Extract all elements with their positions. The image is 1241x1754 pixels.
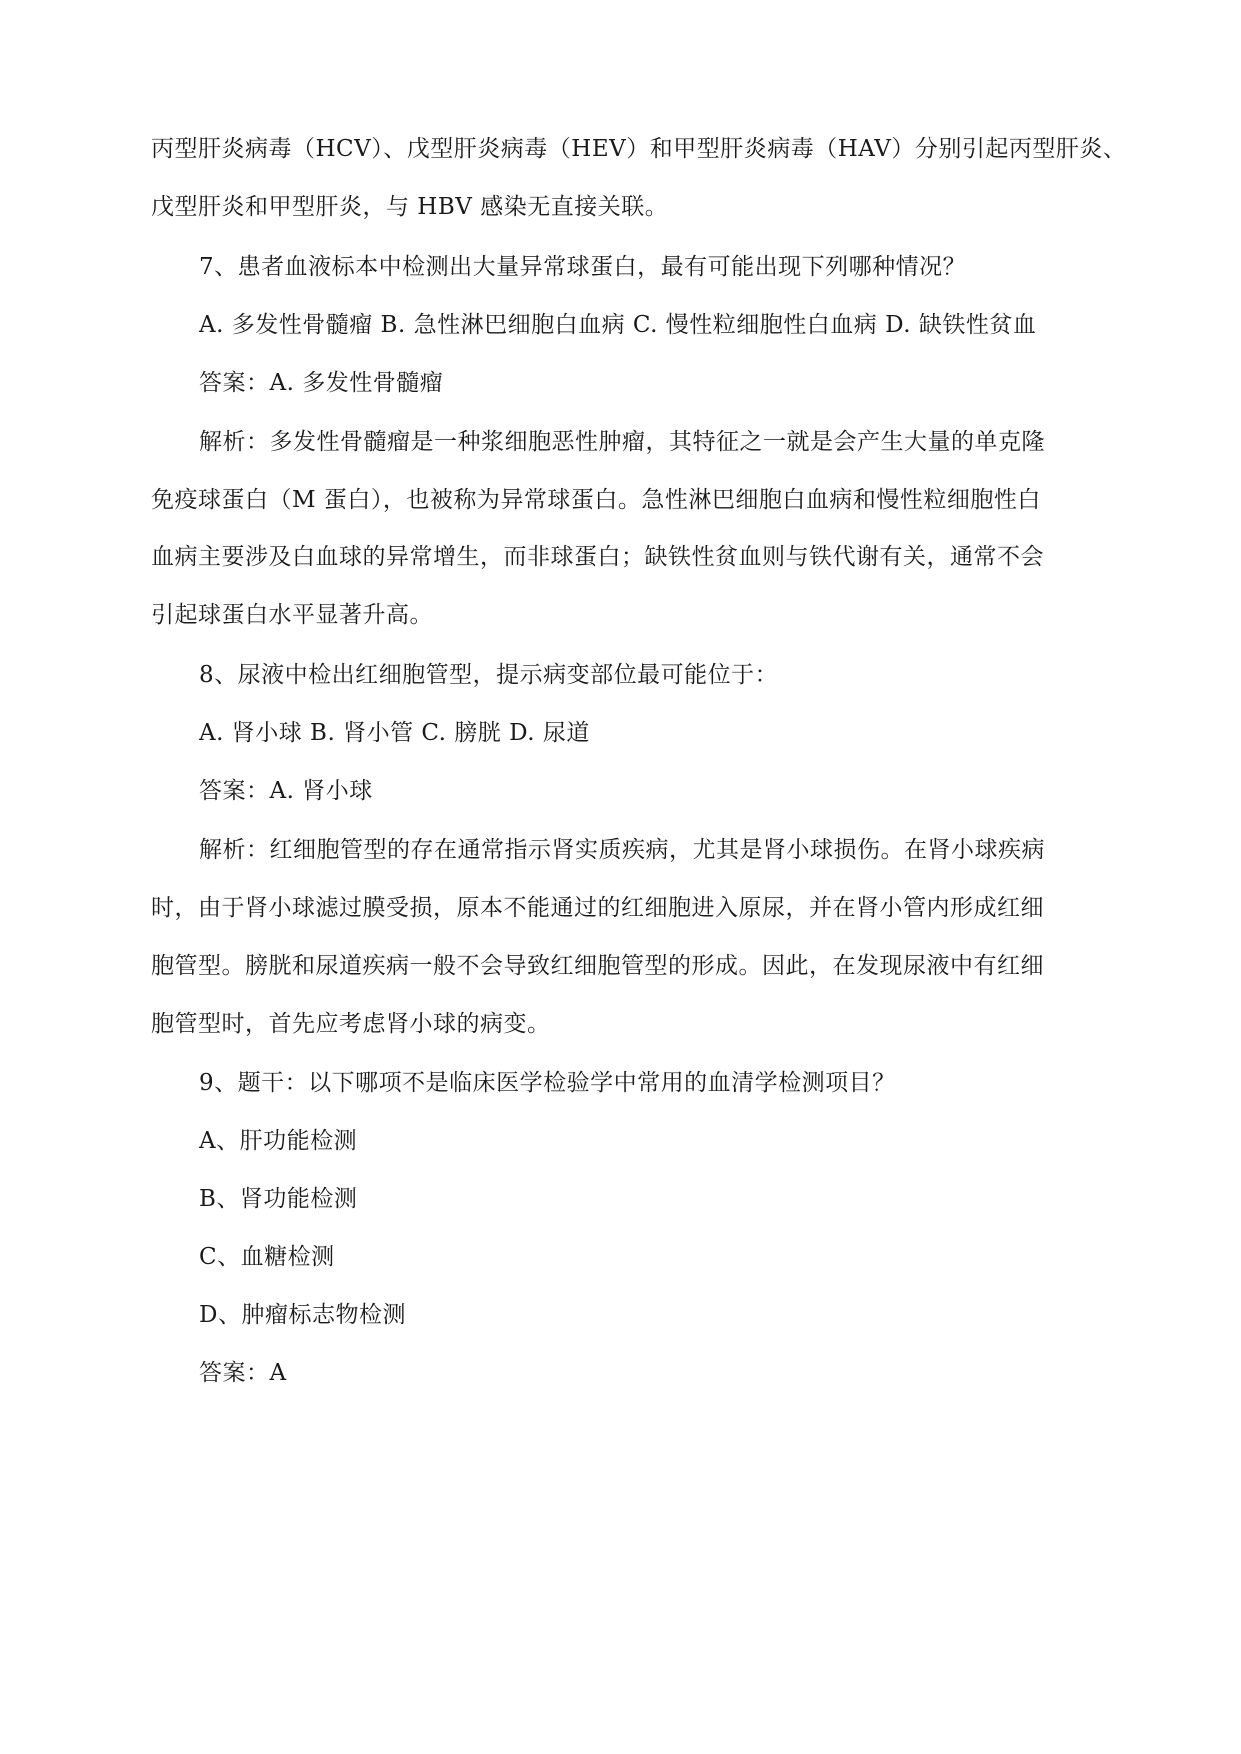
options-7: A. 多发性骨髓瘤 B. 急性淋巴细胞白血病 C. 慢性粒细胞性白血病 D. 缺铁性贫血: [199, 312, 1037, 338]
question-9: 9、题干：以下哪项不是临床医学检验学中常用的血清学检测项目？: [199, 1070, 896, 1096]
explanation-7: 免疫球蛋白（M 蛋白），也被称为异常球蛋白。急性淋巴细胞白血病和慢性粒细胞性白: [151, 487, 1041, 513]
question-7: 7、患者血液标本中检测出大量异常球蛋白，最有可能出现下列哪种情况？: [199, 254, 967, 280]
answer-9: 答案：A: [199, 1360, 287, 1386]
text-line: 戊型肝炎和甲型肝炎，与 HBV 感染无直接关联。: [151, 194, 669, 220]
explanation-7: 血病主要涉及白血球的异常增生，而非球蛋白；缺铁性贫血则与铁代谢有关，通常不会: [151, 544, 1044, 570]
explanation-7: 解析：多发性骨髓瘤是一种浆细胞恶性肿瘤，其特征之一就是会产生大量的单克隆: [199, 429, 1045, 455]
explanation-8: 胞管型时，首先应考虑肾小球的病变。: [151, 1011, 551, 1037]
option-9-b: B、肾功能检测: [199, 1186, 358, 1212]
question-8: 8、尿液中检出红细胞管型，提示病变部位最可能位于：: [199, 662, 779, 688]
answer-8: 答案：A. 肾小球: [199, 778, 373, 804]
text-line: 丙型肝炎病毒（HCV）、戊型肝炎病毒（HEV）和甲型肝炎病毒（HAV）分别引起丙型肝炎、: [151, 136, 1127, 162]
explanation-8: 时，由于肾小球滤过膜受损，原本不能通过的红细胞进入原尿，并在肾小管内形成红细: [151, 895, 1044, 921]
option-9-a: A、肝功能检测: [199, 1128, 358, 1154]
options-8: A. 肾小球 B. 肾小管 C. 膀胱 D. 尿道: [199, 720, 590, 746]
answer-7: 答案：A. 多发性骨髓瘤: [199, 370, 444, 396]
explanation-8: 胞管型。膀胱和尿道疾病一般不会导致红细胞管型的形成。因此，在发现尿液中有红细: [151, 953, 1044, 979]
option-9-d: D、肿瘤标志物检测: [199, 1302, 406, 1328]
explanation-8: 解析：红细胞管型的存在通常指示肾实质疾病，尤其是肾小球损伤。在肾小球疾病: [199, 837, 1045, 863]
explanation-7: 引起球蛋白水平显著升高。: [151, 602, 433, 628]
option-9-c: C、血糖检测: [199, 1244, 335, 1270]
